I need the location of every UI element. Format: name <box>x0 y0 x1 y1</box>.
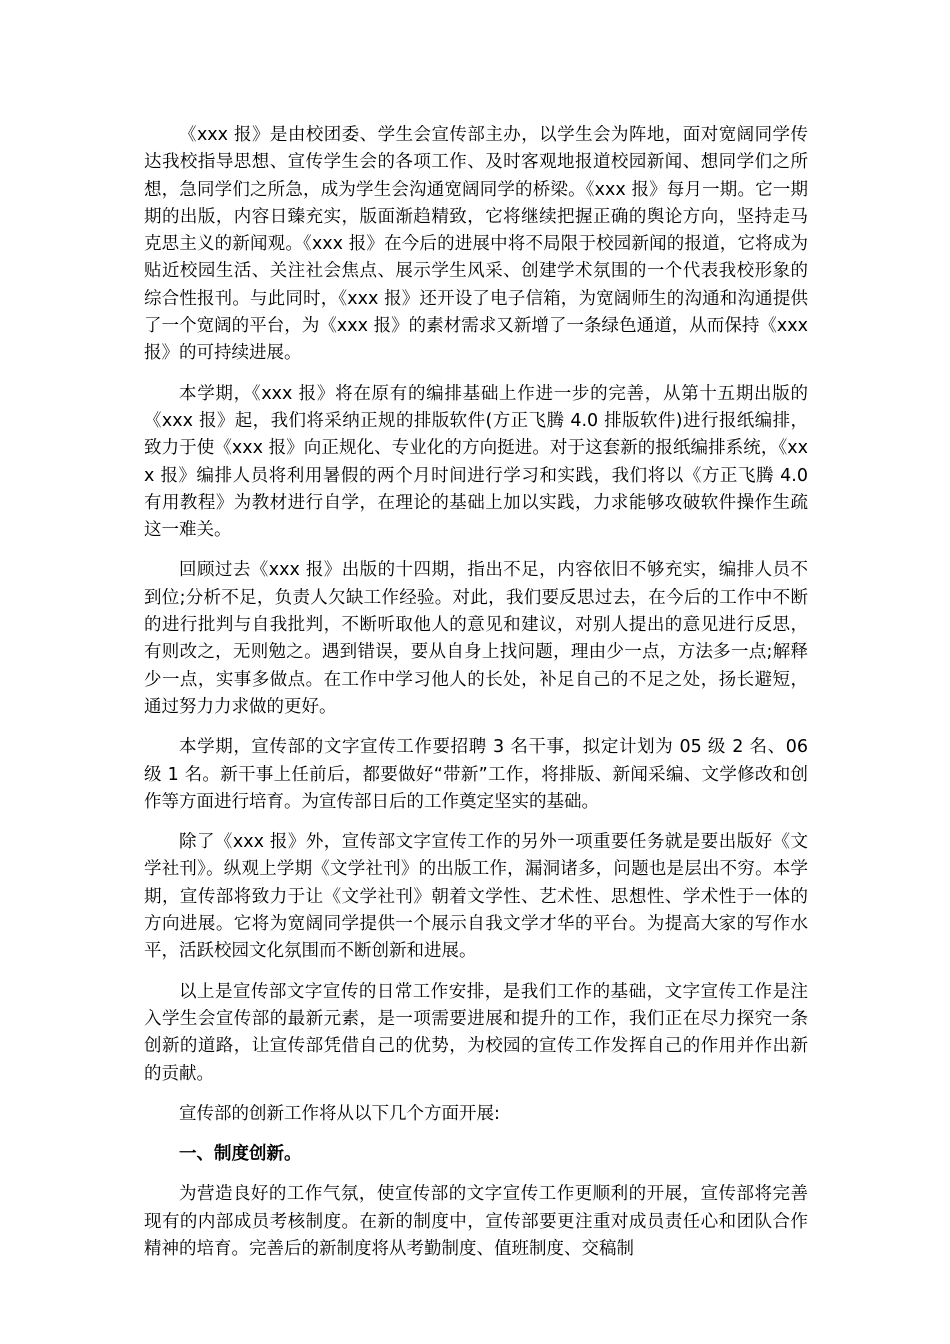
paragraph-recruitment: 本学期，宣传部的文字宣传工作要招聘 3 名干事，拟定计划为 05 级 2 名、06 级 1 名。新干事上任前后，都要做好“带新”工作，将排版、新闻采编、文学修改和创作等方面进行培育。为宣传部日后的工作奠定坚实的基础。 <box>144 737 808 812</box>
section-heading-system-innovation: 一、制度创新。 <box>179 1144 302 1165</box>
paragraph-typesetting-plan: 本学期，《xxx 报》将在原有的编排基础上作进一步的完善，从第十五期出版的《xxx 报》起，我们将采纳正规的排版软件(方正飞腾 4.0 排版软件)进行报纸编排，致力于使《xxx 报》向正规化、专业化的方向挺进。对于这套新的报纸编排系统，《xxx 报》编排人员将利用暑假的两个月时间进行学习和实践，我们将以《方正飞腾 4.0 有用教程》为教材进行自学，在理论的基础上加以实践，力求能够攻破软件操作生疏这一难关。 <box>144 383 808 541</box>
document-body <box>144 122 808 1276</box>
paragraph-innovation-intro: 宣传部的创新工作将从以下几个方面开展: <box>179 1103 500 1124</box>
paragraph-system-innovation: 为营造良好的工作气氛，使宣传部的文字宣传工作更顺利的开展，宣传部将完善现有的内部成员考核制度。在新的制度中，宣传部要更注重对成员责任心和团队合作精神的培育。完善后的新制度将从考勤制度、值班制度、交稿制 <box>144 1184 808 1259</box>
paragraph-newspaper-intro: 《xxx 报》是由校团委、学生会宣传部主办，以学生会为阵地，面对宽阔同学传达我校指导思想、宣传学生会的各项工作、及时客观地报道校园新闻、想同学们之所想，急同学们之所急，成为学生会沟通宽阔同学的桥梁。《xxx 报》每月一期。它一期期的出版，内容日臻充实，版面渐趋精致，它将继续把握正确的舆论方向，坚持走马克思主义的新闻观。《xxx 报》在今后的进展中将不局限于校园新闻的报道，它将成为贴近校园生活、关注社会焦点、展示学生风采、创建学术氛围的一个代表我校形象的综合性报刊。与此同时，《xxx 报》还开设了电子信箱，为宽阔师生的沟通和沟通提供了一个宽阔的平台，为《xxx 报》的素材需求又新增了一条绿色通道，从而保持《xxx 报》的可持续进展。 <box>144 125 808 364</box>
paragraph-summary: 以上是宣传部文字宣传的日常工作安排，是我们工作的基础，文字宣传工作是注入学生会宣传部的最新元素，是一项需要进展和提升的工作，我们正在尽力探究一条创新的道路，让宣传部凭借自己的优势，为校园的宣传工作发挥自己的作用并作出新的贡献。 <box>144 981 808 1084</box>
paragraph-literary-journal: 除了《xxx 报》外，宣传部文字宣传工作的另外一项重要任务就是要出版好《文学社刊》。纵观上学期《文学社刊》的出版工作，漏洞诸多，问题也是层出不穷。本学期，宣传部将致力于让《文学社刊》朝着文学性、艺术性、思想性、学术性于一体的方向进展。它将为宽阔同学提供一个展示自我文学才华的平台。为提高大家的写作水平，活跃校园文化氛围而不断创新和进展。 <box>144 832 808 962</box>
paragraph-review: 回顾过去《xxx 报》出版的十四期，指出不足，内容依旧不够充实，编排人员不到位;分析不足，负责人欠缺工作经验。对此，我们要反思过去，在今后的工作中不断的进行批判与自我批判，不断听取他人的意见和建议，对别人提出的意见进行反思，有则改之，无则勉之。遇到错误，要从自身上找问题，理由少一点，方法多一点;解释少一点，实事多做点。在工作中学习他人的长处，补足自己的不足之处，扬长避短，通过努力力求做的更好。 <box>144 560 808 717</box>
